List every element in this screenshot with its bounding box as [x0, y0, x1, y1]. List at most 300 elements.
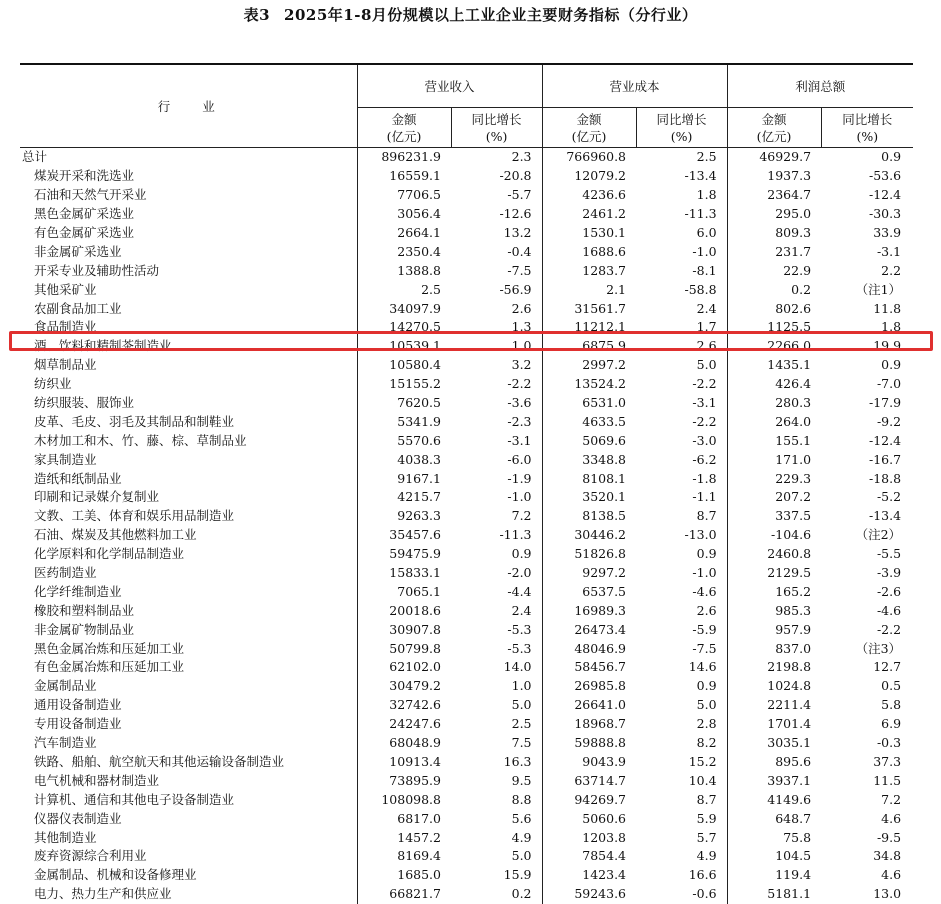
table-row [20, 318, 913, 337]
profit-growth-cell: -2.2 [876, 621, 902, 637]
revenue-growth-cell: -0.4 [451, 242, 542, 261]
table-row [20, 847, 913, 866]
industry-name-cell: 电气机械和器材制造业 [20, 771, 357, 790]
cost-growth-cell: -0.6 [636, 885, 727, 904]
cost-amount-cell: 1203.8 [582, 829, 627, 845]
profit-growth-cell: （注1） [855, 281, 902, 297]
table-row [20, 507, 913, 526]
profit-amount-cell: 426.4 [775, 376, 812, 392]
table-row [20, 639, 913, 658]
profit-growth-cell: -9.2 [876, 413, 902, 429]
amount-label: 金额 [761, 111, 787, 127]
industry-name-cell: 化学原料和化学制品制造业 [20, 545, 357, 564]
cost-amount-cell: 1283.7 [582, 262, 627, 278]
cost-growth-cell: -3.0 [636, 431, 727, 450]
cost-growth-cell: 6.0 [636, 224, 727, 243]
profit-growth-cell: -53.6 [868, 168, 902, 184]
cost-growth-cell: 0.9 [636, 677, 727, 696]
revenue-amount-cell: 68048.9 [389, 735, 441, 751]
cost-amount-cell: 94269.7 [574, 791, 627, 807]
table-row [20, 753, 913, 772]
cost-growth-cell: 10.4 [636, 771, 727, 790]
cost-growth-cell: -13.4 [636, 167, 727, 186]
revenue-amount-cell: 34097.9 [389, 300, 441, 316]
profit-amount-cell: 802.6 [775, 300, 812, 316]
profit-amount-cell: 2364.7 [767, 187, 812, 203]
industry-name-cell: 电力、热力生产和供应业 [20, 885, 357, 904]
profit-growth-cell: 1.8 [881, 319, 902, 335]
revenue-growth-cell: -7.5 [451, 261, 542, 280]
profit-amount-cell: 1701.4 [767, 716, 812, 732]
table-row [20, 412, 913, 431]
cost-growth-cell: -4.6 [636, 582, 727, 601]
cost-growth-cell: -58.8 [636, 280, 727, 299]
profit-growth-cell: -30.3 [868, 206, 902, 222]
revenue-growth-cell: 5.0 [451, 696, 542, 715]
revenue-growth-cell: 4.9 [451, 828, 542, 847]
industry-name-cell: 化学纤维制造业 [20, 582, 357, 601]
profit-amount-cell: 3937.1 [767, 772, 812, 788]
profit-growth-cell: 7.2 [881, 791, 902, 807]
profit-amount-cell: 207.2 [775, 489, 812, 505]
cost-growth-cell: 5.0 [636, 356, 727, 375]
profit-amount-cell: 4149.6 [767, 791, 812, 807]
total-row [20, 148, 913, 167]
profit-amount-cell: 0.2 [791, 281, 812, 297]
revenue-amount-cell: 108098.8 [381, 791, 441, 807]
table-row [20, 828, 913, 847]
cost-amount-cell: 6531.0 [582, 395, 627, 411]
cost-amount-cell: 9043.9 [582, 753, 627, 769]
growth-unit: (%) [485, 128, 508, 144]
cost-amount-cell: 766960.8 [566, 149, 627, 165]
profit-amount-cell: 2198.8 [767, 659, 812, 675]
table-row [20, 658, 913, 677]
profit-growth-cell: -9.5 [876, 829, 902, 845]
financial-table [20, 63, 913, 904]
cost-amount-cell: 13524.2 [574, 376, 627, 392]
profit-growth-cell: 0.9 [881, 149, 902, 165]
cost-growth-cell: -7.5 [636, 639, 727, 658]
cost-amount-cell: 51826.8 [574, 546, 627, 562]
cost-growth-cell: -8.1 [636, 261, 727, 280]
growth-label: 同比增长 [842, 111, 893, 127]
revenue-growth-cell: 13.2 [451, 224, 542, 243]
industry-name-cell: 橡胶和塑料制品业 [20, 601, 357, 620]
cost-amount-cell: 26473.4 [574, 621, 627, 637]
cost-growth-cell: 5.0 [636, 696, 727, 715]
amount-unit: (亿元) [571, 128, 607, 144]
revenue-amount-cell: 30479.2 [389, 678, 441, 694]
revenue-amount-cell: 10580.4 [389, 357, 441, 373]
cost-amount-header [542, 108, 636, 148]
table-row [20, 866, 913, 885]
profit-amount-cell: 2266.0 [767, 338, 812, 354]
industry-name-cell: 纺织服装、服饰业 [20, 394, 357, 413]
industry-name-cell: 有色金属冶炼和压延加工业 [20, 658, 357, 677]
profit-amount-cell: 2460.8 [767, 546, 812, 562]
revenue-growth-cell: -12.6 [451, 205, 542, 224]
cost-growth-cell: 2.6 [636, 337, 727, 356]
revenue-growth-cell: 15.9 [451, 866, 542, 885]
revenue-growth-cell: -2.3 [451, 412, 542, 431]
profit-amount-cell: 809.3 [775, 225, 812, 240]
profit-growth-cell: 0.5 [881, 678, 902, 694]
profit-amount-cell: 985.3 [775, 602, 812, 618]
profit-growth-cell: -3.1 [876, 243, 902, 259]
cost-growth-cell: 1.7 [636, 318, 727, 337]
cost-growth-header [636, 108, 727, 148]
table-row [20, 601, 913, 620]
cost-amount-cell: 4633.5 [582, 413, 627, 429]
table-row [20, 564, 913, 583]
growth-label: 同比增长 [656, 111, 707, 127]
profit-amount-cell: 171.0 [775, 451, 812, 467]
revenue-amount-cell: 24247.6 [389, 716, 441, 732]
industry-name-cell: 石油和天然气开采业 [20, 186, 357, 205]
table-row [20, 771, 913, 790]
table-row [20, 620, 913, 639]
cost-amount-cell: 9297.2 [582, 565, 627, 581]
profit-amount-cell: 957.9 [775, 621, 812, 637]
table-row [20, 885, 913, 904]
cost-growth-cell: 14.6 [636, 658, 727, 677]
industry-name-cell: 烟草制品业 [20, 356, 357, 375]
industry-name-cell: 非金属矿采选业 [20, 242, 357, 261]
industry-name-cell: 金属制品、机械和设备修理业 [20, 866, 357, 885]
revenue-amount-cell: 20018.6 [389, 602, 441, 618]
industry-name-cell: 木材加工和木、竹、藤、棕、草制品业 [20, 431, 357, 450]
profit-amount-cell: 837.0 [775, 640, 812, 656]
industry-name-cell: 酒、饮料和精制茶制造业 [20, 337, 357, 356]
revenue-growth-cell: 0.2 [451, 885, 542, 904]
table-row [20, 715, 913, 734]
industry-name-cell: 石油、煤炭及其他燃料加工业 [20, 526, 357, 545]
industry-name-cell: 食品制造业 [20, 318, 357, 337]
revenue-amount-cell: 14270.5 [389, 319, 441, 335]
growth-unit: (%) [856, 128, 879, 144]
profit-amount-cell: 231.7 [775, 243, 812, 259]
revenue-growth-cell: -56.9 [451, 280, 542, 299]
table-row [20, 696, 913, 715]
revenue-amount-cell: 30907.8 [389, 621, 441, 637]
revenue-amount-cell: 2350.4 [397, 243, 441, 259]
table-title-text: 2025年1-8月份规模以上工业企业主要财务指标（分行业） [284, 6, 698, 24]
revenue-amount-cell: 1457.2 [397, 829, 441, 845]
profit-amount-cell: 2211.4 [767, 697, 812, 713]
cost-growth-cell: 2.6 [636, 601, 727, 620]
profit-growth-cell: -16.7 [868, 451, 902, 467]
profit-growth-cell: 4.6 [881, 810, 902, 826]
profit-growth-cell: -5.5 [876, 546, 902, 562]
profit-amount-cell: 155.1 [775, 432, 812, 448]
growth-unit: (%) [670, 128, 693, 144]
profit-growth-cell: -17.9 [868, 395, 902, 411]
profit-amount-cell: 280.3 [775, 395, 812, 411]
revenue-amount-cell: 4038.3 [397, 451, 441, 467]
cost-amount-cell: 3348.8 [582, 451, 627, 467]
revenue-amount-cell: 9167.1 [397, 470, 441, 486]
profit-growth-cell: 37.3 [873, 753, 902, 769]
profit-growth-cell: -18.8 [868, 470, 902, 486]
revenue-amount-cell: 2664.1 [397, 225, 441, 240]
cost-growth-cell: -2.2 [636, 412, 727, 431]
revenue-growth-cell: 0.9 [451, 545, 542, 564]
revenue-growth-cell: 5.6 [451, 809, 542, 828]
revenue-amount-cell: 9263.3 [397, 508, 441, 524]
industry-name-cell: 黑色金属矿采选业 [20, 205, 357, 224]
cost-growth-cell: 8.2 [636, 734, 727, 753]
cost-amount-cell: 16989.3 [574, 602, 627, 618]
cost-growth-cell: -5.9 [636, 620, 727, 639]
cost-amount-cell: 1530.1 [582, 225, 627, 240]
revenue-growth-cell: 5.0 [451, 847, 542, 866]
profit-growth-cell: 19.9 [873, 338, 902, 354]
industry-name-cell: 总计 [20, 148, 357, 167]
profit-growth-cell: 0.9 [881, 357, 902, 373]
revenue-growth-cell: 7.2 [451, 507, 542, 526]
revenue-amount-cell: 1388.8 [397, 262, 441, 278]
industry-name-cell: 文教、工美、体育和娱乐用品制造业 [20, 507, 357, 526]
table-row [20, 431, 913, 450]
cost-amount-cell: 31561.7 [574, 300, 627, 316]
industry-name-cell: 通用设备制造业 [20, 696, 357, 715]
table-row [20, 488, 913, 507]
revenue-growth-cell: -20.8 [451, 167, 542, 186]
profit-amount-cell: 264.0 [775, 413, 812, 429]
amount-unit: (亿元) [756, 128, 792, 144]
revenue-amount-cell: 16559.1 [389, 168, 441, 184]
industry-name-cell: 印刷和记录媒介复制业 [20, 488, 357, 507]
table-row [20, 186, 913, 205]
revenue-growth-cell: -5.3 [451, 639, 542, 658]
profit-amount-cell: 22.9 [783, 262, 812, 278]
industry-name-cell: 专用设备制造业 [20, 715, 357, 734]
industry-name-cell: 废弃资源综合利用业 [20, 847, 357, 866]
cost-growth-cell: 2.4 [636, 299, 727, 318]
industry-name-cell: 开采专业及辅助性活动 [20, 261, 357, 280]
cost-growth-cell: 4.9 [636, 847, 727, 866]
industry-name-cell: 有色金属矿采选业 [20, 224, 357, 243]
profit-growth-cell: -0.3 [876, 735, 902, 751]
revenue-amount-cell: 50799.8 [389, 640, 441, 656]
revenue-amount-cell: 1685.0 [397, 867, 441, 883]
revenue-amount-cell: 4215.7 [397, 489, 441, 505]
cost-growth-cell: -13.0 [636, 526, 727, 545]
cost-amount-cell: 12079.2 [574, 168, 627, 184]
table-row [20, 545, 913, 564]
profit-growth-cell: 2.2 [881, 262, 902, 278]
revenue-amount-cell: 15833.1 [389, 565, 441, 581]
cost-growth-cell: -2.2 [636, 375, 727, 394]
revenue-amount-cell: 6817.0 [397, 810, 441, 826]
cost-growth-cell: -11.3 [636, 205, 727, 224]
revenue-growth-cell: 8.8 [451, 790, 542, 809]
profit-growth-cell: 4.6 [881, 867, 902, 883]
table-row [20, 375, 913, 394]
profit-amount-cell: 5181.1 [767, 886, 812, 902]
cost-amount-cell: 1423.4 [582, 867, 627, 883]
revenue-growth-header [451, 108, 542, 148]
revenue-amount-cell: 32742.6 [389, 697, 441, 713]
table-row [20, 280, 913, 299]
table-row [20, 242, 913, 261]
cost-header: 营业成本 [542, 64, 727, 108]
cost-growth-cell: -3.1 [636, 394, 727, 413]
profit-growth-cell: （注2） [855, 527, 902, 543]
profit-amount-cell: 104.5 [775, 848, 812, 864]
profit-amount-cell: 229.3 [775, 470, 812, 486]
revenue-amount-cell: 35457.6 [389, 527, 441, 543]
amount-unit: (亿元) [386, 128, 422, 144]
cost-amount-cell: 6537.5 [582, 583, 627, 599]
revenue-amount-cell: 66821.7 [389, 886, 441, 902]
cost-amount-cell: 3520.1 [582, 489, 627, 505]
industry-name-cell: 铁路、船舶、航空航天和其他运输设备制造业 [20, 753, 357, 772]
table-row [20, 167, 913, 186]
cost-growth-cell: -1.8 [636, 469, 727, 488]
cost-amount-cell: 4236.6 [582, 187, 627, 203]
industry-name-cell: 其他制造业 [20, 828, 357, 847]
revenue-growth-cell: -2.2 [451, 375, 542, 394]
revenue-growth-cell: 9.5 [451, 771, 542, 790]
revenue-growth-cell: -3.1 [451, 431, 542, 450]
revenue-amount-cell: 5341.9 [397, 413, 441, 429]
revenue-growth-cell: 1.3 [451, 318, 542, 337]
profit-growth-cell: -2.6 [876, 583, 902, 599]
cost-amount-cell: 5060.6 [582, 810, 627, 826]
financial-table-container [20, 63, 913, 904]
industry-name-cell: 黑色金属冶炼和压延加工业 [20, 639, 357, 658]
revenue-amount-cell: 5570.6 [397, 432, 441, 448]
profit-growth-cell: 11.5 [873, 772, 902, 788]
revenue-amount-cell: 8169.4 [397, 848, 441, 864]
cost-growth-cell: 8.7 [636, 507, 727, 526]
cost-amount-cell: 8138.5 [582, 508, 627, 524]
revenue-amount-cell: 62102.0 [389, 659, 441, 675]
cost-growth-cell: -6.2 [636, 450, 727, 469]
revenue-growth-cell: -4.4 [451, 582, 542, 601]
cost-amount-cell: 63714.7 [574, 772, 627, 788]
profit-amount-cell: 1937.3 [767, 168, 812, 184]
profit-growth-cell: -12.4 [868, 432, 902, 448]
revenue-growth-cell: -11.3 [451, 526, 542, 545]
cost-amount-cell: 30446.2 [574, 527, 627, 543]
profit-amount-cell: 337.5 [775, 508, 812, 524]
revenue-growth-cell: 3.2 [451, 356, 542, 375]
revenue-amount-header [357, 108, 451, 148]
cost-growth-cell: 2.8 [636, 715, 727, 734]
cost-growth-cell: 16.6 [636, 866, 727, 885]
cost-growth-cell: -1.1 [636, 488, 727, 507]
table-title [0, 4, 941, 25]
profit-amount-cell: 46929.7 [759, 149, 812, 165]
industry-name-cell: 纺织业 [20, 375, 357, 394]
table-row [20, 734, 913, 753]
revenue-growth-cell: 2.4 [451, 601, 542, 620]
revenue-amount-cell: 896231.9 [381, 149, 441, 165]
cost-amount-cell: 2997.2 [582, 357, 627, 373]
profit-growth-cell: -13.4 [868, 508, 902, 524]
amount-label: 金额 [391, 111, 417, 127]
table-body [20, 148, 913, 904]
cost-amount-cell: 26985.8 [574, 678, 627, 694]
cost-amount-cell: 2461.2 [582, 206, 627, 222]
cost-growth-cell: 5.9 [636, 809, 727, 828]
table-row [20, 526, 913, 545]
industry-name-cell: 汽车制造业 [20, 734, 357, 753]
profit-amount-cell: 3035.1 [767, 735, 812, 751]
table-row [20, 582, 913, 601]
cost-amount-cell: 6875.9 [582, 338, 627, 354]
cost-amount-cell: 18968.7 [574, 716, 627, 732]
table-row [20, 337, 913, 356]
profit-growth-cell: 5.8 [881, 697, 902, 713]
table-row [20, 261, 913, 280]
revenue-growth-cell: -1.9 [451, 469, 542, 488]
profit-amount-cell: 295.0 [775, 206, 812, 222]
cost-growth-cell: 2.5 [636, 148, 727, 167]
revenue-amount-cell: 59475.9 [389, 546, 441, 562]
profit-growth-cell: 12.7 [873, 659, 902, 675]
table-row [20, 299, 913, 318]
profit-growth-cell: 33.9 [873, 225, 902, 240]
table-row [20, 809, 913, 828]
cost-amount-cell: 59243.6 [574, 886, 627, 902]
revenue-growth-cell: -6.0 [451, 450, 542, 469]
industry-name-cell: 造纸和纸制品业 [20, 469, 357, 488]
profit-growth-cell: -12.4 [868, 187, 902, 203]
revenue-amount-cell: 7065.1 [397, 583, 441, 599]
revenue-amount-cell: 10539.1 [389, 338, 441, 354]
table-row [20, 677, 913, 696]
industry-name-cell: 金属制品业 [20, 677, 357, 696]
profit-amount-cell: 119.4 [775, 867, 812, 883]
profit-growth-cell: -4.6 [876, 602, 902, 618]
table-row [20, 790, 913, 809]
revenue-growth-cell: 2.5 [451, 715, 542, 734]
profit-growth-header [821, 108, 913, 148]
profit-amount-cell: 2129.5 [767, 565, 812, 581]
table-row [20, 450, 913, 469]
table-row [20, 224, 913, 243]
profit-growth-cell: -5.2 [876, 489, 902, 505]
industry-name-cell: 煤炭开采和洗选业 [20, 167, 357, 186]
revenue-amount-cell: 73895.9 [389, 772, 441, 788]
industry-name-cell: 非金属矿物制品业 [20, 620, 357, 639]
profit-amount-cell: -104.6 [771, 527, 812, 543]
revenue-growth-cell: -5.3 [451, 620, 542, 639]
revenue-header: 营业收入 [357, 64, 542, 108]
profit-growth-cell: -7.0 [876, 376, 902, 392]
table-header [20, 64, 913, 148]
revenue-growth-cell: -1.0 [451, 488, 542, 507]
profit-growth-cell: -3.9 [876, 565, 902, 581]
table-row [20, 394, 913, 413]
table-row [20, 469, 913, 488]
profit-growth-cell: 13.0 [873, 886, 902, 902]
cost-growth-cell: 1.8 [636, 186, 727, 205]
profit-amount-cell: 1125.5 [767, 319, 812, 335]
revenue-amount-cell: 2.5 [421, 281, 441, 297]
profit-amount-cell: 75.8 [783, 829, 812, 845]
cost-growth-cell: 15.2 [636, 753, 727, 772]
cost-amount-cell: 26641.0 [574, 697, 627, 713]
profit-amount-cell: 165.2 [775, 583, 812, 599]
cost-growth-cell: 8.7 [636, 790, 727, 809]
industry-header: 行 业 [20, 64, 357, 148]
growth-label: 同比增长 [471, 111, 522, 127]
